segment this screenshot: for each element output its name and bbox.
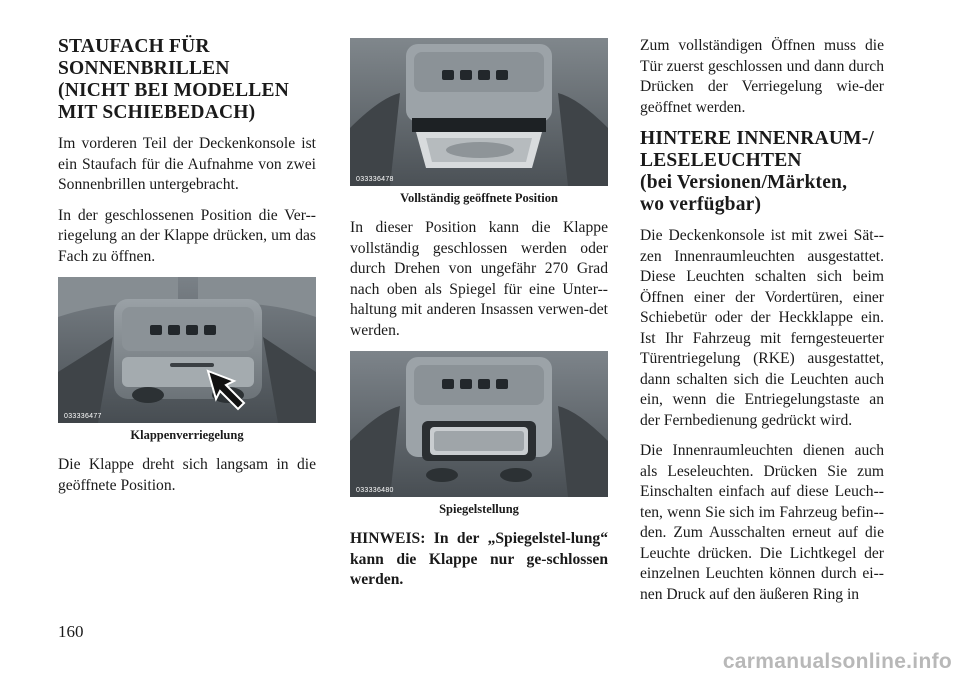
- caption-mirror: Spiegelstellung: [439, 502, 519, 516]
- section-heading-reading-lights: HINTERE INNENRAUM-/ LESELEUCHTEN (bei Versionen/Märkten, wo verfügbar): [640, 128, 875, 215]
- section-heading-sunglasses: STAUFACH FÜR SONNENBRILLEN (NICHT BEI MODELLEN MIT SCHIEBEDACH): [58, 36, 289, 123]
- figure-latch-photo: [58, 277, 316, 423]
- overhead-console-closed-image: [58, 277, 316, 423]
- overhead-console-open-image: [350, 38, 608, 186]
- figure-fully-open-photo: [350, 38, 608, 186]
- note-mirror-close: HINWEIS: In der „Spiegelstel-lung“ kann die Klappe nur ge-schlossen werden.: [350, 530, 608, 588]
- overhead-console-mirror-image: [350, 351, 608, 497]
- paragraph-mirror-position: In dieser Position kann die Klappe vollständig geschlossen werden oder durch Drehen von ungefähr 270 Grad nach oben als Spiegel für eine Unter-haltung mit anderen Insassen verwen-det werden.: [350, 219, 608, 339]
- page-number: 160: [58, 622, 84, 641]
- figure-code: 033336480: [356, 487, 394, 494]
- figure-code: 033336477: [64, 413, 102, 420]
- column-right: [640, 36, 884, 615]
- paragraph-door-rotates: Die Klappe dreht sich langsam in die geöffnete Position.: [58, 456, 316, 494]
- column-left: [58, 36, 316, 506]
- figure-mirror-photo: [350, 351, 608, 497]
- caption-fully-open: Vollständig geöffnete Position: [400, 191, 558, 205]
- paragraph-reading-lights: Die Innenraumleuchten dienen auch als Leseleuchten. Drücken Sie zum Einschalten einfach auf diese Leuch-ten, wenn Sie sich im Fahrzeug befin-den. Zum Ausschalten erneut auf die Leuchte drücken. Die Lichtkegel der einzelnen Leuchten können durch ei-nen Druck auf den äußeren Ring in: [640, 442, 884, 603]
- paragraph-full-open: Zum vollständigen Öffnen muss die Tür zuerst geschlossen und dann durch Drücken der Verriegelung wie-der geöffnet werden.: [640, 37, 884, 116]
- column-middle: [350, 38, 608, 591]
- paragraph-sunglasses-intro: Im vorderen Teil der Deckenkonsole ist ein Staufach für die Aufnahme von zwei Sonnenbrillen untergebracht.: [58, 135, 316, 193]
- paragraph-interior-lights: Die Deckenkonsole ist mit zwei Sät-zen Innenraumleuchten ausgestattet. Diese Leuchten schalten sich beim Öffnen einer der Vordertüren, einer Schiebetür oder der Heckklappe ein. Ist Ihr Fahrzeug mit ferngesteuerter Türentriegelung (RKE) ausgestattet, dann schalten sich die Leuchten auch ein, wenn die Entriegelungstaste an der Fernbedienung gedrückt wird.: [640, 227, 884, 429]
- paragraph-open-latch: In der geschlossenen Position die Ver-riegelung an der Klappe drücken, um das Fach zu öffnen.: [58, 206, 316, 265]
- watermark: carmanualsonline.info: [722, 650, 952, 673]
- caption-latch: Klappenverriegelung: [130, 428, 244, 442]
- figure-code: 033336478: [356, 176, 394, 183]
